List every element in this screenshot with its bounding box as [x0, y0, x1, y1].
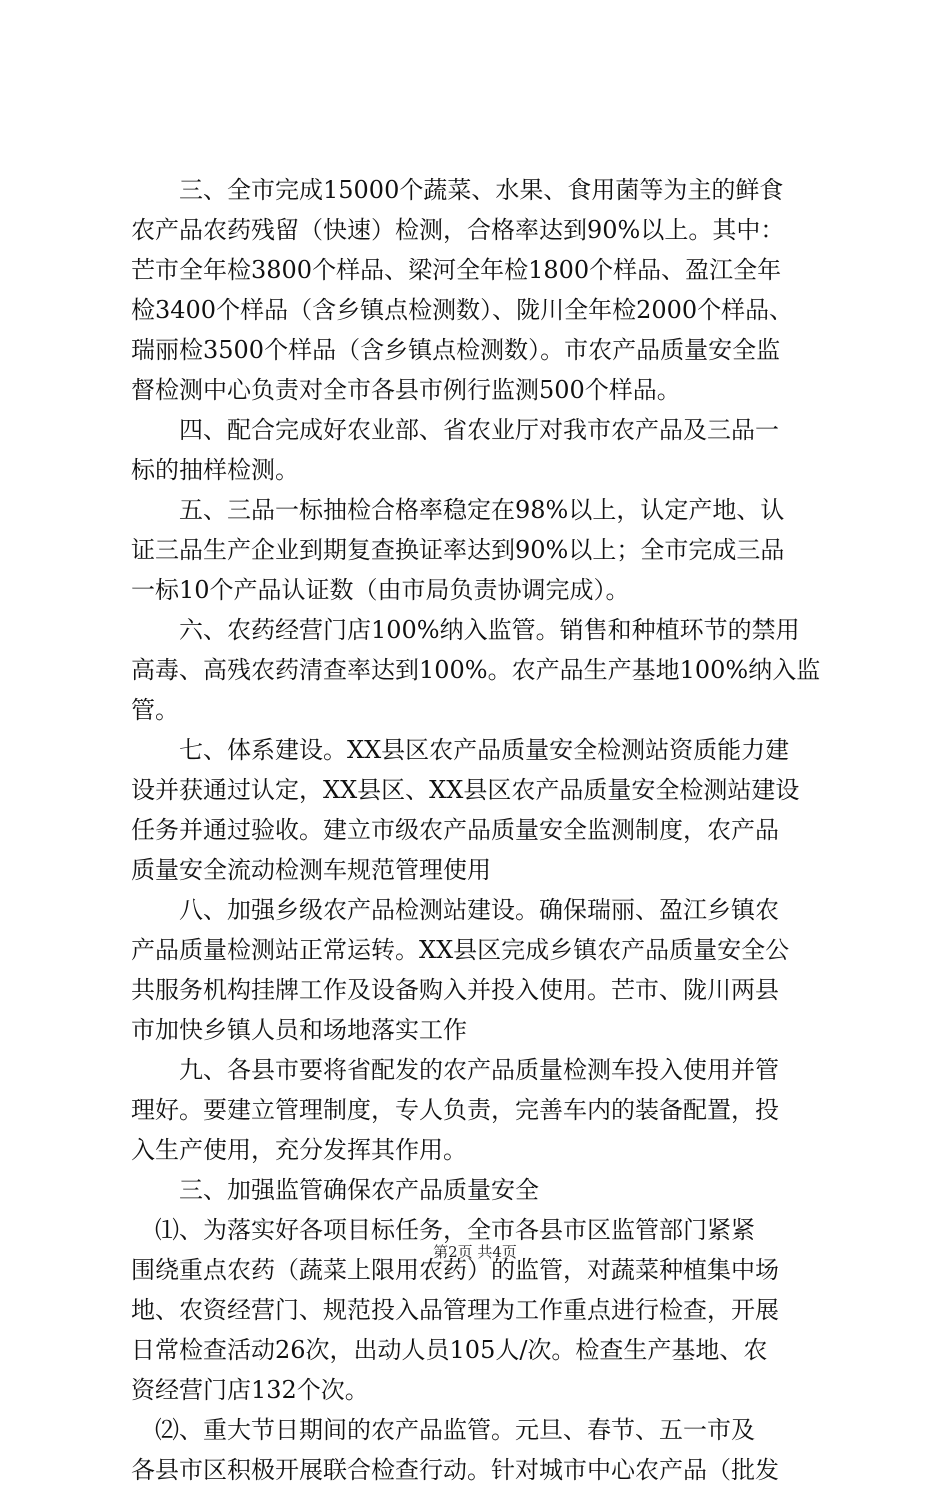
text-line: 芒市全年检3800个样品、梁河全年检1800个样品、盈江全年	[131, 256, 782, 284]
text-line: 任务并通过验收。建立市级农产品质量安全监测制度，农产品	[131, 816, 779, 844]
text-line: 理好。要建立管理制度，专人负责，完善车内的装备配置，投	[131, 1096, 779, 1124]
text-line: 高毒、高残农药清查率达到100%。农产品生产基地100%纳入监	[131, 656, 821, 684]
text-line: 管。	[131, 696, 179, 724]
text-line: 共服务机构挂牌工作及设备购入并投入使用。芒市、陇川两县	[131, 976, 779, 1004]
page-footer	[0, 1242, 950, 1262]
text-line: 产品质量检测站正常运转。XX县区完成乡镇农产品质量安全公	[131, 936, 790, 964]
body-text	[131, 170, 831, 1490]
text-line: 设并获通过认定，XX县区、XX县区农产品质量安全检测站建设	[131, 776, 800, 804]
text-line: 农产品农药残留（快速）检测，合格率达到90%以上。其中：	[131, 216, 785, 244]
text-line: 六、农药经营门店100%纳入监管。销售和种植环节的禁用	[131, 616, 800, 644]
text-line: ⑵、重大节日期间的农产品监管。元旦、春节、五一市及	[131, 1416, 755, 1444]
text-line: 地、农资经营门、规范投入品管理为工作重点进行检查，开展	[131, 1296, 779, 1324]
text-line: 市加快乡镇人员和场地落实工作	[131, 1016, 467, 1044]
text-line: 一标10个产品认证数（由市局负责协调完成）。	[131, 576, 630, 604]
text-line: 八、加强乡级农产品检测站建设。确保瑞丽、盈江乡镇农	[131, 896, 779, 924]
text-line: ⑴、为落实好各项目标任务，全市各县市区监管部门紧紧	[131, 1216, 755, 1244]
text-line: 督检测中心负责对全市各县市例行监测500个样品。	[131, 376, 681, 404]
text-line: 三、加强监管确保农产品质量安全	[131, 1176, 539, 1204]
text-line: 资经营门店132个次。	[131, 1376, 369, 1404]
text-line: 九、各县市要将省配发的农产品质量检测车投入使用并管	[131, 1056, 779, 1084]
text-line: 质量安全流动检测车规范管理使用	[131, 856, 491, 884]
text-line: 标的抽样检测。	[131, 456, 299, 484]
text-line: 瑞丽检3500个样品（含乡镇点检测数）。市农产品质量安全监	[131, 336, 781, 364]
text-line: 四、配合完成好农业部、省农业厅对我市农产品及三品一	[131, 416, 779, 444]
text-line: 七、体系建设。XX县区农产品质量安全检测站资质能力建	[131, 736, 790, 764]
text-line: 证三品生产企业到期复查换证率达到90%以上；全市完成三品	[131, 536, 785, 564]
text-line: 日常检查活动26次，出动人员105人/次。检查生产基地、农	[131, 1336, 768, 1364]
text-line: 五、三品一标抽检合格率稳定在98%以上，认定产地、认	[131, 496, 785, 524]
text-line: 入生产使用，充分发挥其作用。	[131, 1136, 467, 1164]
text-line: 各县市区积极开展联合检查行动。针对城市中心农产品（批发	[131, 1456, 779, 1484]
text-line: 围绕重点农药（蔬菜上限用农药）的监管，对蔬菜种植集中场	[131, 1256, 779, 1284]
page-indicator: 第2页 共4页	[433, 1243, 517, 1261]
text-line: 三、全市完成15000个蔬菜、水果、食用菌等为主的鲜食	[131, 176, 784, 204]
text-line: 检3400个样品（含乡镇点检测数）、陇川全年检2000个样品、	[131, 296, 794, 324]
